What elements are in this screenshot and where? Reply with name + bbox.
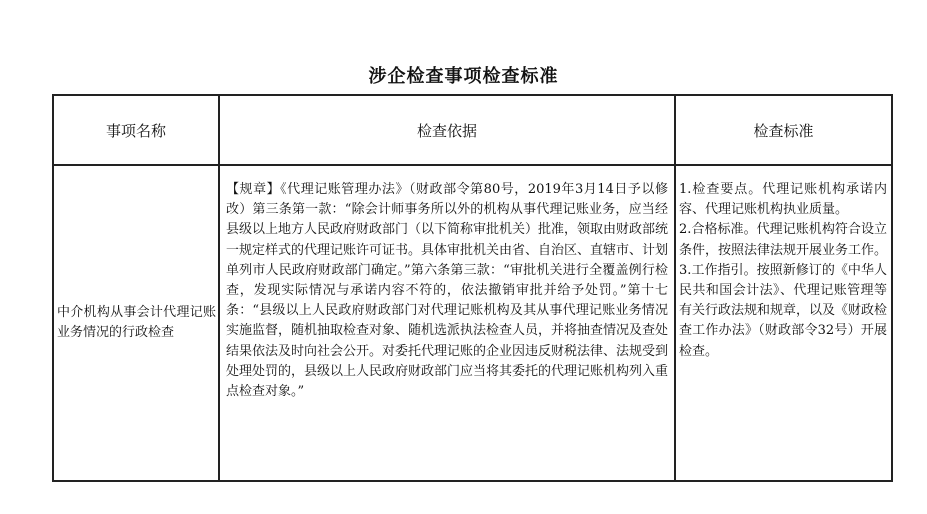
standard-pass-criteria: 2.合格标准。代理记账机构符合设立条件，按照法律法规开展业务工作。 [679, 222, 888, 258]
table-row [53, 165, 892, 481]
header-inspection-basis: 检查依据 [219, 95, 675, 165]
document-title: 涉企检查事项检查标准 [368, 66, 559, 87]
cell-item-name: 中介机构从事会计代理记账业务情况的行政检查 [53, 165, 219, 481]
header-inspection-standard: 检查标准 [675, 95, 892, 165]
cell-inspection-basis: 【规章】《代理记账管理办法》（财政部令第80号，2019年3月14日予以修改）第三条第一款：“除会计师事务所以外的机构从事代理记账业务，应当经县级以上地方人民政府财政部门（以下简称审批机关）批准，领取由财政部统一规定样式的代理记账许可证书。具体审批机关由省、自治区、直辖市、计划单列市人民政府财政部门确定。”第六条第三款：“审批机关进行全覆盖例行检查，发现实际情况与承诺内容不符的，依法撤销审批并给予处罚。”第十七条：“县级以上人民政府财政部门对代理记账机构及其从事代理记账业务情况实施监督，随机抽取检查对象、随机选派执法检查人员，并将抽查情况及查处结果依法及时向社会公开。对委托代理记账的企业因违反财税法律、法规受到处理处罚的，县级以上人民政府财政部门应当将其委托的代理记账机构列入重点检查对象。” [219, 165, 675, 481]
cell-inspection-standard [675, 165, 892, 481]
header-item-name: 事项名称 [53, 95, 219, 165]
inspection-standards-table [52, 94, 893, 482]
standard-key-points: 1.检查要点。代理记账机构承诺内容、代理记账机构执业质量。 [679, 182, 887, 218]
table-header-row [53, 95, 892, 165]
standard-work-guidance: 3.工作指引。按照新修订的《中华人民共和国会计法》、代理记账管理等有关行政法规和规章，以及《财政检查工作办法》（财政部令32号）开展检查。 [679, 262, 888, 359]
